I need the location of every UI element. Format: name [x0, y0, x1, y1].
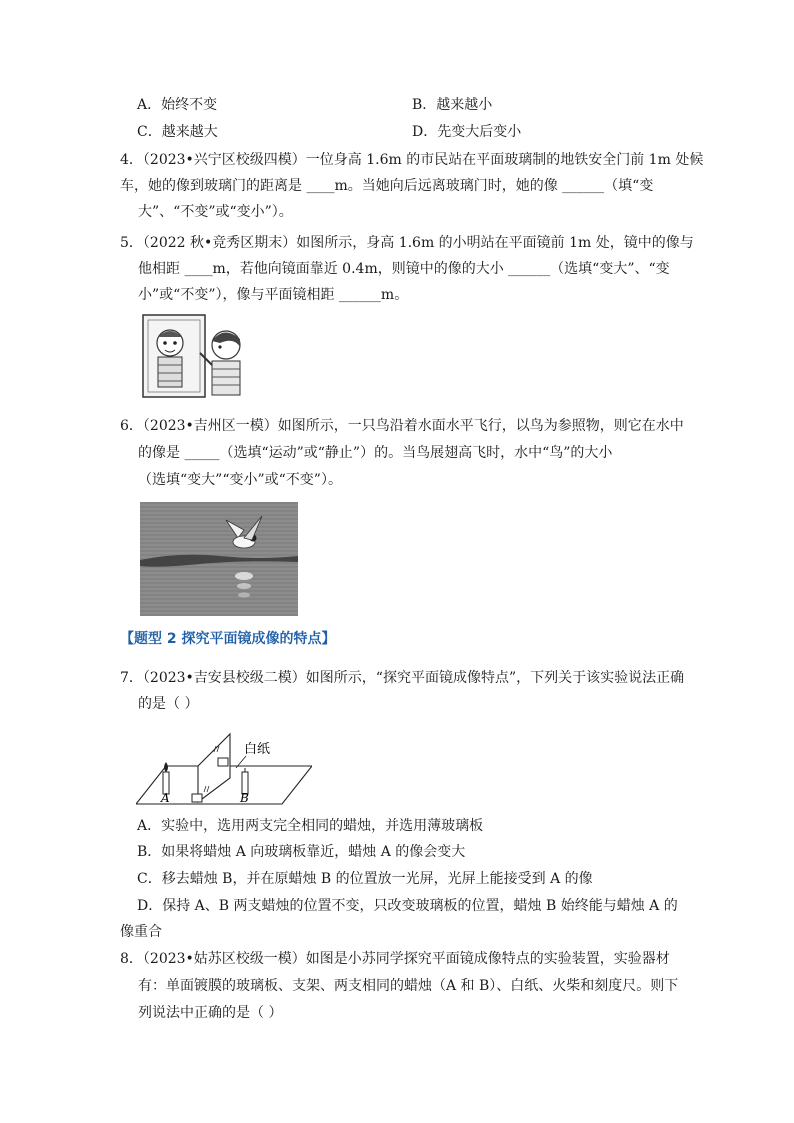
section-title: 【题型 2 探究平面镜成像的特点】: [120, 631, 336, 647]
q4-line-1: 4．（2023•兴宁区校级四模）一位身高 1.6m 的市民站在平面玻璃制的地铁安全门前 1m 处候: [120, 152, 704, 168]
q3-option-d: D．先变大后变小: [412, 124, 522, 140]
q7-option-d-line-1: D．保持 A、B 两支蜡烛的位置不变，只改变玻璃板的位置，蜡烛 B 始终能与蜡烛 A 的: [137, 898, 678, 914]
q7-line-1: 7．（2023•吉安县校级二模）如图所示，“探究平面镜成像特点”，下列关于该实验说法正确: [120, 670, 685, 686]
q4-line-2: 车，她的像到玻璃门的距离是 ____m。当她向后远离玻璃门时，她的像 ______（填“变: [120, 178, 654, 194]
q6-line-3: （选填“变大”“变小”或“不变”）。: [138, 472, 342, 488]
q5-line-3: 小”或“不变”），像与平面镜相距 ______m。: [138, 287, 409, 303]
q4-line-3: 大”、“不变”或“变小”）。: [138, 204, 293, 220]
q8-line-3: 列说法中正确的是（ ）: [138, 1005, 283, 1021]
q6-line-2: 的像是 _____（选填“运动”或“静止”）的。当鸟展翅高飞时，水中“鸟”的大小: [138, 445, 613, 461]
q3-option-a: A．始终不变: [137, 97, 218, 113]
q6-line-1: 6．（2023•吉州区一模）如图所示，一只鸟沿着水面水平飞行，以鸟为参照物，则它在水中: [120, 418, 684, 434]
q7-option-c: C．移去蜡烛 B，并在原蜡烛 B 的位置放一光屏，光屏上能接受到 A 的像: [137, 871, 593, 887]
q7-option-d-line-2: 像重合: [120, 924, 162, 940]
label-white-paper: 白纸: [244, 742, 271, 757]
q3-option-b: B．越来越小: [412, 97, 493, 113]
q7-option-a: A．实验中，选用两支完全相同的蜡烛，并选用薄玻璃板: [137, 818, 484, 834]
q7-line-2: 的是（ ）: [138, 696, 199, 712]
q8-line-2: 有：单面镀膜的玻璃板、支架、两支相同的蜡烛（A 和 B）、白纸、火柴和刻度尺。则下: [138, 978, 679, 994]
mirror-experiment-diagram: [136, 724, 312, 810]
label-candle-a: A: [161, 791, 170, 805]
bird-over-water-photo: [140, 502, 298, 616]
q7-option-b: B．如果将蜡烛 A 向玻璃板靠近，蜡烛 A 的像会变大: [137, 844, 466, 860]
q3-option-c: C．越来越大: [137, 124, 218, 140]
q5-line-1: 5．（2022 秋•竞秀区期末）如图所示，身高 1.6m 的小明站在平面镜前 1m 处，镜中的像与: [120, 235, 694, 251]
q5-line-2: 他相距 ____m，若他向镜面靠近 0.4m，则镜中的像的大小 ______（选填“变大”、“变: [138, 261, 670, 277]
label-candle-b: B: [240, 791, 249, 805]
q8-line-1: 8．（2023•姑苏区校级一模）如图是小苏同学探究平面镜成像特点的实验装置，实验器材: [120, 951, 670, 967]
mirror-boy-illustration: [140, 313, 250, 399]
